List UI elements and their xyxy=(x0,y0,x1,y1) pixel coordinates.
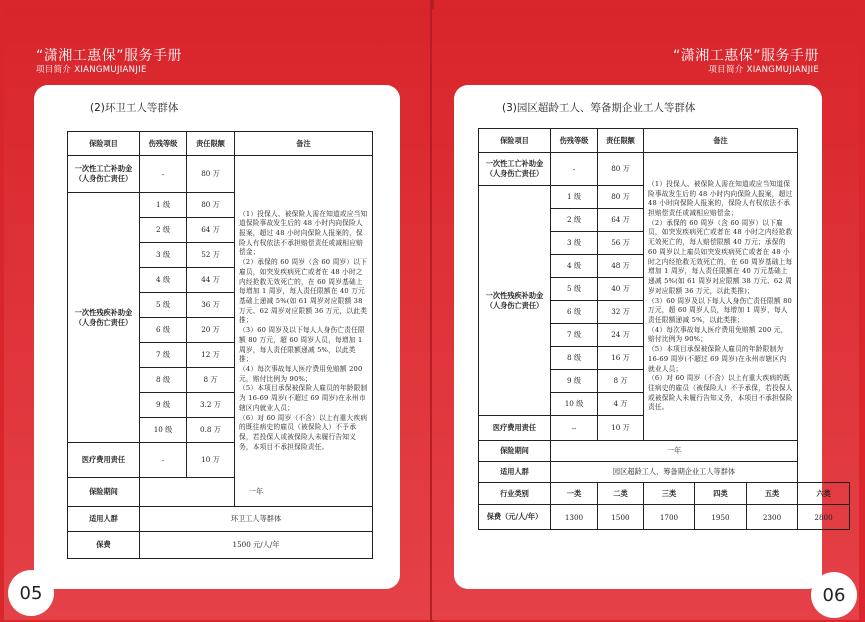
industry-label: 行业类别 xyxy=(479,483,551,505)
limit-cell: 44 万 xyxy=(187,268,235,293)
notes-cell xyxy=(235,156,373,507)
notes-cell xyxy=(644,153,798,441)
grade-cell: 7 级 xyxy=(551,324,598,347)
death-benefit-item: 一次性工亡补助金（人身伤亡责任） xyxy=(68,156,140,193)
content-card xyxy=(454,85,833,589)
period-label: 保险期间 xyxy=(68,478,140,507)
grade-cell: 5 级 xyxy=(551,278,598,301)
coverage-table xyxy=(478,128,850,530)
death-benefit-limit: 80 万 xyxy=(187,156,235,193)
grade-cell: 6 级 xyxy=(140,318,187,343)
grade-cell: 7 级 xyxy=(140,343,187,368)
section-title: (2)环卫工人等群体 xyxy=(90,102,179,114)
medical-grade: -- xyxy=(551,416,598,441)
grade-cell: 2 级 xyxy=(551,209,598,232)
limit-cell: 16 万 xyxy=(598,347,644,370)
page-number: 05 xyxy=(8,570,54,616)
category-cell: 六类 xyxy=(798,483,850,505)
category-cell: 一类 xyxy=(551,483,598,505)
limit-cell: 80 万 xyxy=(598,186,644,209)
medical-limit: 10 万 xyxy=(598,416,644,441)
header-cell: 责任限额 xyxy=(598,129,644,153)
limit-cell: 4 万 xyxy=(598,393,644,416)
medical-limit: 10 万 xyxy=(187,443,235,478)
grade-cell: 8 级 xyxy=(551,347,598,370)
premium-cell: 1300 xyxy=(551,505,598,530)
header-cell: 伤残等级 xyxy=(140,132,187,156)
category-cell: 三类 xyxy=(644,483,695,505)
note-line: （4）每次事故每人医疗费用免赔额 200 元，赔付比例为 90%； xyxy=(239,365,363,383)
note-line: （5）本项目承保被保险人雇员的年龄限制为 16-69 周岁(不超过 69 周岁)在永州市辖区内就业人员； xyxy=(239,384,368,412)
grade-cell: 10 级 xyxy=(140,418,187,443)
page-number: 06 xyxy=(811,572,857,618)
header-subtitle: 项目简介 XIANGMUJIANJIE xyxy=(36,65,147,75)
note-line: （1）投保人、被保险人需在知道或应当知道保险事故发生后的 48 小时内向保险人报案，超过 48 小时向保险人报案的，保险人有权依法不承担赔偿责任或减相应赔偿金； xyxy=(648,179,793,218)
category-cell: 五类 xyxy=(747,483,798,505)
premium-cell: 1500 xyxy=(598,505,644,530)
applicable-label: 适用人群 xyxy=(68,507,140,532)
grade-cell: 3 级 xyxy=(140,243,187,268)
category-cell: 四类 xyxy=(695,483,747,505)
death-benefit-grade: - xyxy=(140,156,187,193)
applicable-value: 环卫工人等群体 xyxy=(140,507,373,532)
limit-cell: 64 万 xyxy=(187,218,235,243)
death-benefit-grade: - xyxy=(551,153,598,186)
grade-cell: 10 级 xyxy=(551,393,598,416)
note-line: （6）对 60 周岁（不含）以上有重大疾病的既往病史的雇员（被保险人）不予承保，若投保人或被保险人未履行告知义务，本项目不承担保险责任。 xyxy=(239,413,368,451)
note-line: （3）60 周岁及以下每人人身伤亡责任限额 80 万元，超 60 周岁人员，每增加 1 周岁，每人责任限额递减 5%，以此类推； xyxy=(648,296,793,324)
grade-cell: 4 级 xyxy=(140,268,187,293)
grade-cell: 4 级 xyxy=(551,255,598,278)
disability-benefit-item: 一次性残疾补助金（人身伤亡责任） xyxy=(68,193,140,443)
limit-cell: 8 万 xyxy=(187,368,235,393)
left-page xyxy=(4,9,431,620)
header-cell: 保险项目 xyxy=(479,129,551,153)
header-cell: 备注 xyxy=(235,132,373,156)
content-card xyxy=(34,85,400,589)
premium-value: 1500 元/人/年 xyxy=(140,532,373,559)
grade-cell: 9 级 xyxy=(140,393,187,418)
note-line: （1）投保人、被保险人需在知道或应当知道保险事故发生后的 48 小时内向保险人报案，超过 48 小时向保险人报案的，保险人有权依法不承担赔偿责任或减相应赔偿金； xyxy=(239,209,368,257)
limit-cell: 40 万 xyxy=(598,278,644,301)
limit-cell: 64 万 xyxy=(598,209,644,232)
grade-cell: 9 级 xyxy=(551,370,598,393)
note-line: （2）承保的 60 周岁（含 60 周岁）以下雇员，如突发疾病死亡或者在 48 小时之内经抢救无效死亡的，在 60 周岁基础上每增加 1 周岁，每人责任限额在 40 万元基础上递减 5%(如 61 周岁对应限额 38 万元、62 周岁对应限额 36 万元，以此类推； xyxy=(239,258,368,325)
period-value: 一年 xyxy=(551,441,798,462)
limit-cell: 48 万 xyxy=(598,255,644,278)
category-cell: 二类 xyxy=(598,483,644,505)
premium-cell: 1950 xyxy=(695,505,747,530)
header-cell: 责任限额 xyxy=(187,132,235,156)
period-value: 一年 xyxy=(140,478,373,507)
premium-cell: 1700 xyxy=(644,505,695,530)
premium-label: 保费（元/人/年） xyxy=(479,505,551,530)
medical-item: 医疗费用责任 xyxy=(68,443,140,478)
limit-cell: 52 万 xyxy=(187,243,235,268)
medical-grade: - xyxy=(140,443,187,478)
header-title: “潇湘工惠保”服务手册 xyxy=(672,48,819,64)
disability-benefit-item: 一次性残疾补助金（人身伤亡责任） xyxy=(479,186,551,416)
limit-cell: 56 万 xyxy=(598,232,644,255)
note-line: （2）承保的 60 周岁（含 60 周岁）以下雇员，如突发疾病死亡或者在 48 小时之内经抢救无效死亡的，每人赔偿限额 40 万元；承保的 60 周岁以上雇员如突发疾病死亡或者在 48 小时之内经抢救无效死亡的，在 60 周岁基础上每增加 1 周岁，每人责任限额在 40 万元基础上递减 5%(如 61 周岁对应限额 38 万元、62 周岁对应限额 36 万元，以此类推)； xyxy=(648,218,793,295)
limit-cell: 0.8 万 xyxy=(187,418,235,443)
note-line: （3）60 周岁及以下每人人身伤亡责任限额 80 万元，超 60 周岁人员，每增加 1 周岁，每人责任限额递减 5%，以此类推； xyxy=(239,326,365,364)
grade-cell: 2 级 xyxy=(140,218,187,243)
premium-cell: 2300 xyxy=(747,505,798,530)
limit-cell: 3.2 万 xyxy=(187,393,235,418)
note-line: （5）本项目承保被保险人雇员的年龄限制为 16-69 周岁(不超过 69 周岁)在永州市辖区内就业人员； xyxy=(648,345,787,373)
death-benefit-item: 一次性工亡补助金（人身伤亡责任） xyxy=(479,153,551,186)
medical-item: 医疗费用责任 xyxy=(479,416,551,441)
applicable-label: 适用人群 xyxy=(479,462,551,483)
limit-cell: 32 万 xyxy=(598,301,644,324)
grade-cell: 5 级 xyxy=(140,293,187,318)
premium-cell: 2800 xyxy=(798,505,850,530)
header-subtitle: 项目简介 XIANGMUJIANJIE xyxy=(708,65,819,75)
coverage-table xyxy=(67,131,373,559)
limit-cell: 80 万 xyxy=(187,193,235,218)
limit-cell: 12 万 xyxy=(187,343,235,368)
grade-cell: 1 级 xyxy=(551,186,598,209)
header-title: “潇湘工惠保”服务手册 xyxy=(36,48,183,64)
header-cell: 保险项目 xyxy=(68,132,140,156)
grade-cell: 8 级 xyxy=(140,368,187,393)
header-cell: 备注 xyxy=(644,129,798,153)
limit-cell: 20 万 xyxy=(187,318,235,343)
premium-label: 保费 xyxy=(68,532,140,559)
applicable-value: 园区超龄工人、筹备期企业工人等群体 xyxy=(551,462,798,483)
grade-cell: 6 级 xyxy=(551,301,598,324)
death-benefit-limit: 80 万 xyxy=(598,153,644,186)
note-line: （6）对 60 周岁（不含）以上有重大疾病的既往病史的雇员（被保险人）不予承保，若投保人或被保险人未履行告知义务，本项目不承担保险责任。 xyxy=(648,374,793,412)
limit-cell: 8 万 xyxy=(598,370,644,393)
period-label: 保险期间 xyxy=(479,441,551,462)
limit-cell: 24 万 xyxy=(598,324,644,347)
header-cell: 伤残等级 xyxy=(551,129,598,153)
section-title: (3)园区超龄工人、筹备期企业工人等群体 xyxy=(502,102,696,114)
note-line: （4）每次事故每人医疗费用免赔额 200 元，赔付比例为 90%； xyxy=(648,325,788,344)
grade-cell: 3 级 xyxy=(551,232,598,255)
limit-cell: 36 万 xyxy=(187,293,235,318)
grade-cell: 1 级 xyxy=(140,193,187,218)
right-page xyxy=(432,9,859,620)
